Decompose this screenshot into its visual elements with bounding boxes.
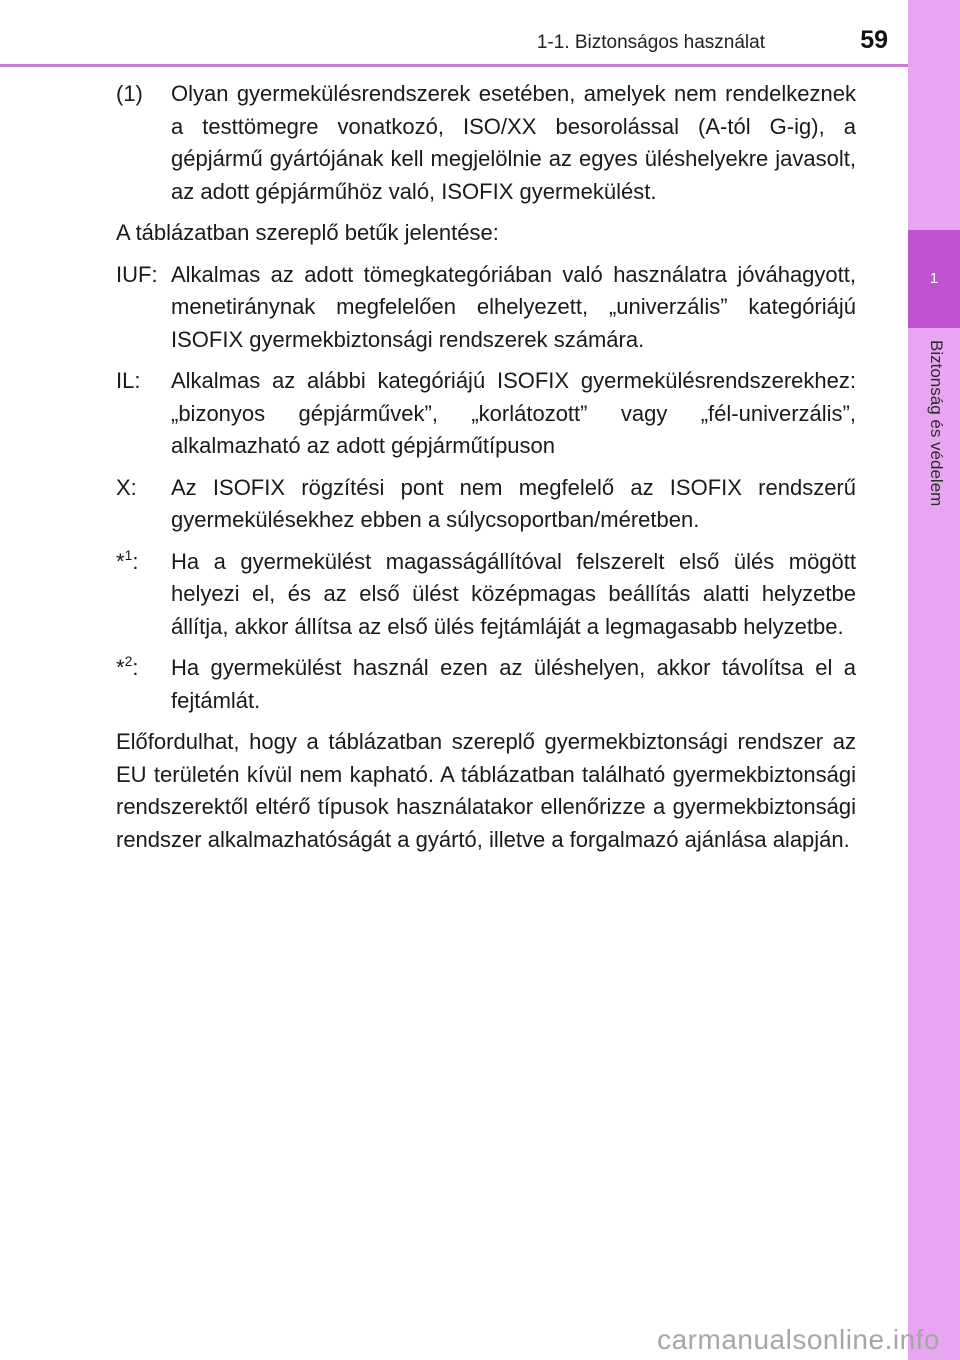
footnote-text: Ha gyermekülést használ ezen az üléshelyen, akkor távolítsa el a fejtámlát.: [171, 655, 856, 713]
page-number: 59: [860, 26, 888, 54]
watermark: carmanualsonline.info: [657, 1324, 940, 1355]
footnote-number: 1: [124, 546, 133, 563]
definition-term: IL:: [116, 368, 141, 393]
footnote-marker: *$^2$:: [116, 653, 139, 680]
definition-text: Alkalmas az alábbi kategóriájú ISOFIX gyermekülésrendszerekhez: „bizonyos gépjárművek”, „korlátozott” vagy „fél-univerzális”, alkalmazható az adott gépjárműtípuson: [171, 368, 856, 458]
footnote-number: 2: [124, 653, 133, 669]
chapter-side-tab: [908, 0, 960, 1360]
header-divider: [0, 64, 908, 67]
definition-x: [116, 472, 856, 537]
definition-term: X:: [116, 474, 137, 500]
note-text: Olyan gyermekülésrendszerek esetében, amelyek nem rendelkeznek a testtömegre vonatkozó, ISO/XX besorolással (A-tól G-ig), a gépjármű gyártójának kell megjelölnie az egyes üléshelyekre javasolt, az adott gépjárműhöz való, ISOFIX gyermekülést.: [171, 81, 856, 204]
definition-text: Az ISOFIX rögzítési pont nem megfelelő az ISOFIX rendszerű gyermekülésekhez ebben a súlycsoportban/méretben.: [171, 474, 856, 532]
footnote-marker: *$^1$:: [116, 546, 139, 574]
note-term: (1): [116, 81, 143, 106]
definition-iuf: [116, 259, 856, 357]
chapter-number-box: 1: [908, 230, 960, 328]
legend-intro: A táblázatban szereplő betűk jelentése:: [116, 220, 499, 245]
definition-term: IUF:: [116, 261, 158, 287]
definition-il: [116, 365, 856, 463]
chapter-label: Biztonság és védelem: [927, 340, 946, 507]
page-content: [116, 78, 856, 865]
footnote-1: [116, 546, 856, 644]
footnote-2: [116, 652, 856, 717]
closing-paragraph: Előfordulhat, hogy a táblázatban szereplő gyermekbiztonsági rendszer az EU területén kívül nem kapható. A táblázatban található gyermekbiztonsági rendszerektől eltérő típusok használatakor ellenőrizze a gyermekbiztonsági rendszer alkalmazhatóságát a gyártó, illetve a forgalmazó ajánlása alapján.: [116, 729, 856, 852]
section-title: 1-1. Biztonságos használat: [536, 32, 765, 53]
note-1: [116, 78, 856, 208]
footnote-text: Ha a gyermekülést magasságállítóval felszerelt első ülés mögött helyezi el, és az első ülést középmagas beállítás alatti helyzetbe állítja, akkor állítsa az első ülés fejtámláját a legmagasabb helyzetbe.: [171, 548, 856, 639]
definition-text: Alkalmas az adott tömegkategóriában való használatra jóváhagyott, menetiránynak megfelelően elhelyezett, „univerzális” kategóriájú ISOFIX gyermekbiztonsági rendszerek számára.: [171, 261, 856, 352]
